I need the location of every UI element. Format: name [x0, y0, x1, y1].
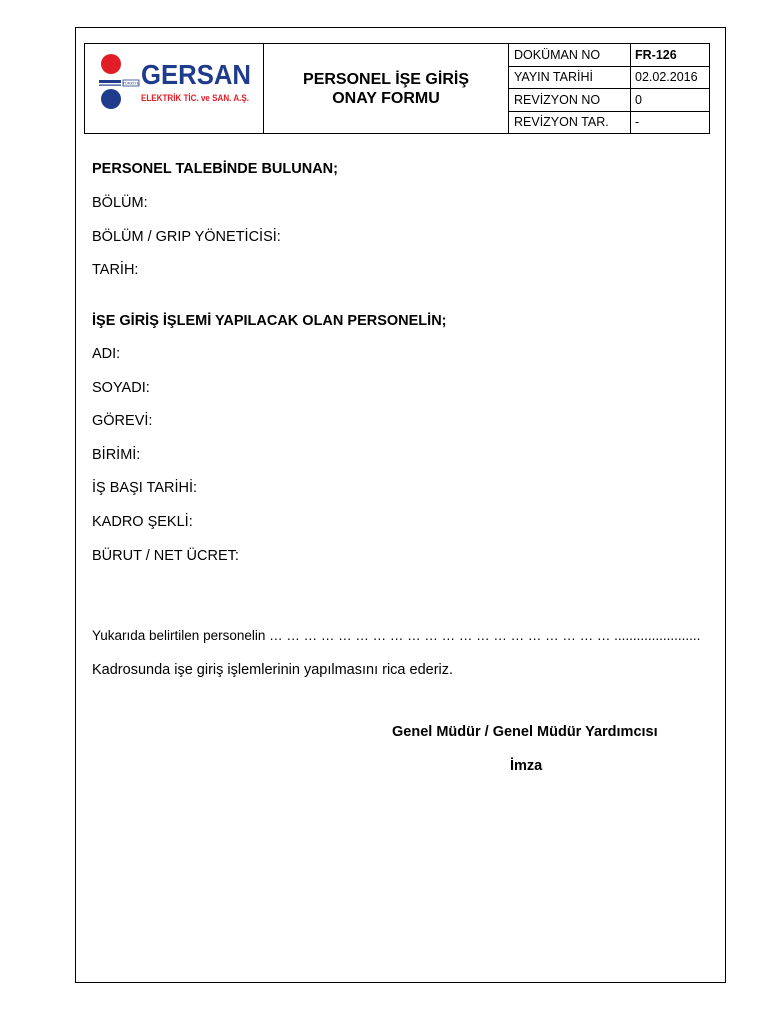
field-name: ADI:: [92, 346, 121, 362]
meta-label-publish-date: YAYIN TARİHİ: [509, 66, 631, 89]
field-staff-type: KADRO ŞEKLİ:: [92, 514, 193, 530]
logo-subtitle-text: ELEKTRİK TİC. ve SAN. A.Ş.: [141, 93, 249, 104]
field-salary: BÜRUT / NET ÜCRET:: [92, 548, 239, 564]
meta-value-revision-no: 0: [631, 89, 710, 112]
logo-tagline: TÜRKİYE: [122, 81, 140, 86]
section2-heading: İŞE GİRİŞ İŞLEMİ YAPILACAK OLAN PERSONELİN;: [92, 313, 447, 329]
form-title: [264, 44, 509, 134]
request-line-1: Yukarıda belirtilen personelin … … … … … … … … … … … … … … … … … … … … .......................: [92, 628, 701, 643]
signature-role: Genel Müdür / Genel Müdür Yardımcısı: [392, 724, 658, 740]
field-department-manager: BÖLÜM / GRIP YÖNETİCİSİ:: [92, 229, 281, 245]
field-surname: SOYADI:: [92, 380, 150, 396]
meta-label-document-no: DOKÜMAN NO: [509, 44, 631, 67]
document-header-table: [84, 43, 710, 134]
meta-value-revision-date: -: [631, 111, 710, 134]
form-title-line1: PERSONEL İŞE GİRİŞ: [303, 70, 469, 88]
logo-brand-text: GERSAN: [141, 59, 251, 90]
field-department: BÖLÜM:: [92, 195, 148, 211]
meta-value-publish-date: 02.02.2016: [631, 66, 710, 89]
signature-label: İmza: [510, 758, 543, 774]
meta-label-revision-date: REVİZYON TAR.: [509, 111, 631, 134]
field-unit: BİRİMİ:: [92, 447, 141, 463]
gersan-logo: [95, 49, 255, 119]
request-line-2: Kadrosunda işe giriş işlemlerinin yapılmasını rica ederiz.: [92, 662, 454, 678]
meta-label-revision-no: REVİZYON NO: [509, 89, 631, 112]
form-title-line2: ONAY FORMU: [332, 89, 440, 107]
logo-red-circle: [101, 54, 121, 74]
logo-bar: [99, 80, 121, 83]
field-position: GÖREVİ:: [92, 413, 153, 429]
section1-heading: PERSONEL TALEBİNDE BULUNAN;: [92, 161, 338, 177]
logo-cell: [85, 44, 264, 134]
meta-value-document-no: FR-126: [631, 44, 710, 67]
logo-bar-thin: [99, 85, 121, 86]
field-date: TARİH:: [92, 262, 139, 278]
logo-blue-circle: [101, 89, 121, 109]
field-start-date: İŞ BAŞI TARİHİ:: [92, 480, 198, 496]
